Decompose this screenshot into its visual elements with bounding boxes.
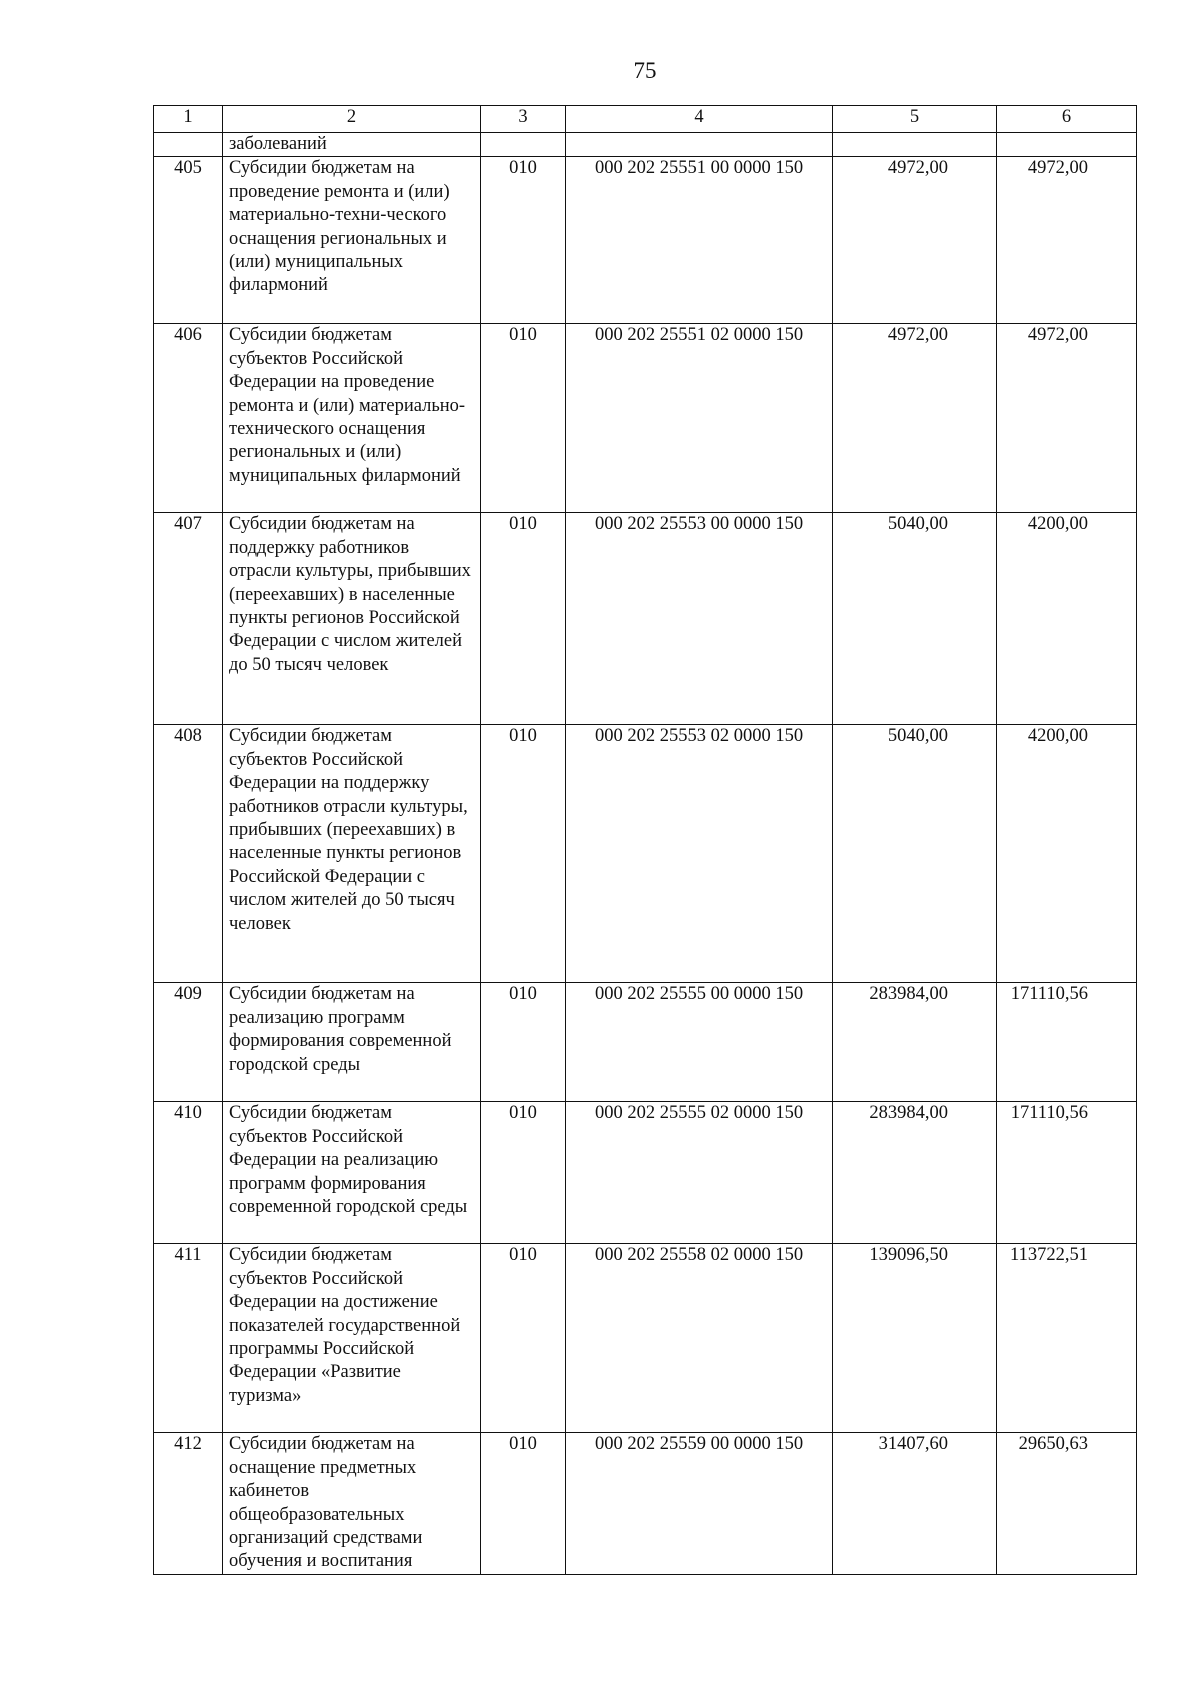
row-code: 010 [481,324,566,513]
row-description: Субсидии бюджетам субъектов Российской Федерации на проведение ремонта и (или) материально-технического оснащения региональных и (или) муниципальных филармоний [223,324,481,513]
table-row [154,1102,1137,1244]
table-row [154,157,1137,324]
row-description: Субсидии бюджетам субъектов Российской Федерации на поддержку работников отрасли культуры, прибывших (переехавших) в населенные пункты регионов Российской Федерации с числом жителей до 50 тысяч человек [223,725,481,983]
row-kbk: 000 202 25555 02 0000 150 [566,1102,833,1244]
column-header-row [154,106,1137,133]
row-description: Субсидии бюджетам на оснащение предметных кабинетов общеобразовательных организаций средствами обучения и воспитания [223,1433,481,1575]
row-kbk: 000 202 25553 00 0000 150 [566,513,833,725]
row-description: Субсидии бюджетам субъектов Российской Федерации на реализацию программ формирования современной городской среды [223,1102,481,1244]
row-amount-2: 4972,00 [997,157,1137,324]
row-amount-2: 4972,00 [997,324,1137,513]
row-code: 010 [481,725,566,983]
row-kbk: 000 202 25551 00 0000 150 [566,157,833,324]
row-amount-1: 31407,60 [833,1433,997,1575]
row-amount-2: 29650,63 [997,1433,1137,1575]
row-amount-1: 4972,00 [833,157,997,324]
row-description: заболеваний [223,133,481,157]
row-number: 411 [154,1244,223,1433]
row-amount-2: 4200,00 [997,513,1137,725]
row-amount-1: 5040,00 [833,513,997,725]
column-header: 1 [154,106,223,133]
column-header: 5 [833,106,997,133]
row-amount-1: 283984,00 [833,983,997,1102]
table-row [154,1244,1137,1433]
row-amount-2: 4200,00 [997,725,1137,983]
row-amount-2: 171110,56 [997,1102,1137,1244]
row-number: 408 [154,725,223,983]
row-kbk: 000 202 25553 02 0000 150 [566,725,833,983]
row-code: 010 [481,513,566,725]
continuation-row [154,133,1137,157]
row-code: 010 [481,157,566,324]
row-code: 010 [481,1433,566,1575]
row-number: 407 [154,513,223,725]
row-number: 410 [154,1102,223,1244]
row-code: 010 [481,983,566,1102]
row-number: 406 [154,324,223,513]
row-amount-1: 4972,00 [833,324,997,513]
row-kbk: 000 202 25559 00 0000 150 [566,1433,833,1575]
row-amount-2: 171110,56 [997,983,1137,1102]
column-header: 3 [481,106,566,133]
row-code: 010 [481,1244,566,1433]
table-row [154,983,1137,1102]
row-number: 409 [154,983,223,1102]
row-description: Субсидии бюджетам на реализацию программ формирования современной городской среды [223,983,481,1102]
row-amount-1: 283984,00 [833,1102,997,1244]
row-description: Субсидии бюджетам на поддержку работников отрасли культуры, прибывших (переехавших) в населенные пункты регионов Российской Федерации с числом жителей до 50 тысяч человек [223,513,481,725]
budget-table [153,105,1137,1575]
row-number: 412 [154,1433,223,1575]
table-row [154,324,1137,513]
table-row [154,725,1137,983]
column-header: 6 [997,106,1137,133]
row-description: Субсидии бюджетам на проведение ремонта и (или) материально-техни-ческого оснащения региональных и (или) муниципальных филармоний [223,157,481,324]
row-amount-1: 139096,50 [833,1244,997,1433]
page-number: 75 [633,58,657,83]
row-description: Субсидии бюджетам субъектов Российской Федерации на достижение показателей государственной программы Российской Федерации «Развитие туризма» [223,1244,481,1433]
table-row [154,513,1137,725]
row-kbk: 000 202 25555 00 0000 150 [566,983,833,1102]
row-code: 010 [481,1102,566,1244]
row-number: 405 [154,157,223,324]
row-kbk: 000 202 25558 02 0000 150 [566,1244,833,1433]
row-kbk: 000 202 25551 02 0000 150 [566,324,833,513]
row-amount-2: 113722,51 [997,1244,1137,1433]
column-header: 2 [223,106,481,133]
table-row [154,1433,1137,1575]
column-header: 4 [566,106,833,133]
row-amount-1: 5040,00 [833,725,997,983]
